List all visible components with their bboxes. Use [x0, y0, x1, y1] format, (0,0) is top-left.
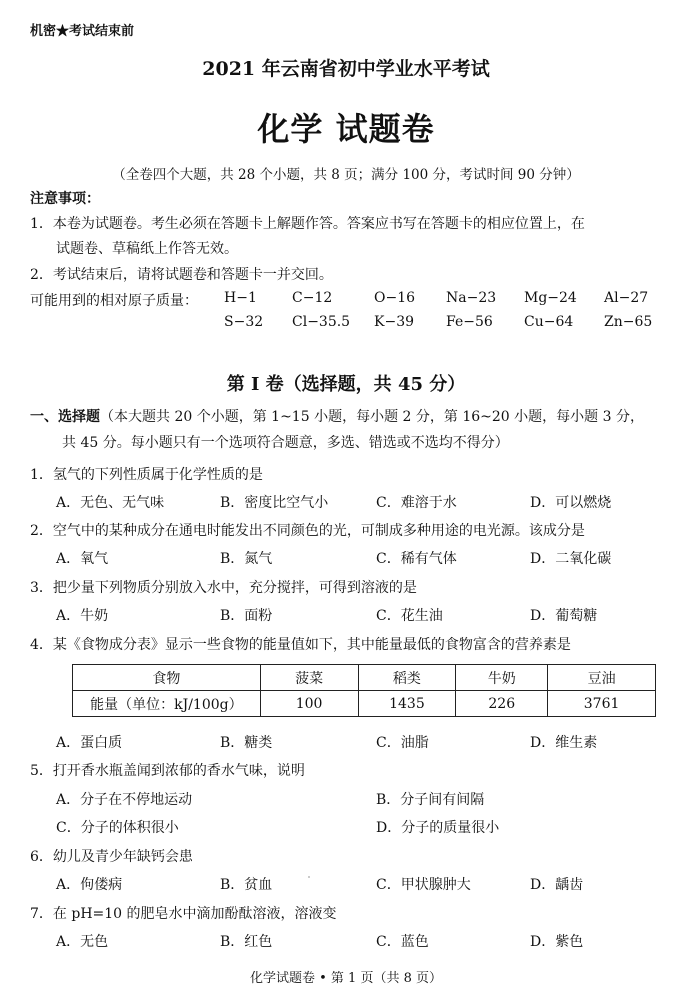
subject-title: 化学 试题卷 [257, 110, 435, 148]
note-1: 1．本卷为试题卷。考生必须在答题卡上解题作答。答案应书写在答题卡的相应位置上，在 [30, 216, 585, 232]
exam-title: 2021 年云南省初中学业水平考试 [202, 58, 490, 80]
option-c: C．油脂 [376, 735, 429, 751]
table-row [73, 691, 656, 717]
atomic-mass: S−32 [224, 314, 264, 330]
option-b: B．密度比空气小 [220, 495, 329, 511]
option-d: D．紫色 [530, 934, 584, 950]
table-cell: 226 [456, 691, 548, 717]
question-stem: 2．空气中的某种成分在通电时能发出不同颜色的光，可制成多种用途的电光源。该成分是 [30, 523, 585, 539]
option-a: A．分子在不停地运动 [56, 792, 193, 808]
paper-info: （全卷四个大题，共 28 个小题，共 8 页；满分 100 分，考试时间 90 分钟） [112, 167, 580, 183]
confidential-mark: 机密★考试结束前 [30, 24, 135, 39]
option-c: C．蓝色 [376, 934, 429, 950]
atomic-mass: K−39 [374, 314, 415, 330]
page-footer: 化学试题卷 • 第 1 页（共 8 页） [249, 971, 442, 986]
part-intro [30, 406, 644, 426]
option-a: A．佝偻病 [56, 877, 123, 893]
option-a: A．牛奶 [56, 608, 109, 624]
option-b: B．贫血 [220, 877, 273, 893]
option-d: D．葡萄糖 [530, 608, 598, 624]
option-b: B．分子间有间隔 [376, 792, 485, 808]
section-title: 第 I 卷（选择题，共 45 分） [226, 374, 466, 395]
atomic-mass: Al−27 [604, 290, 649, 306]
note-2: 2．考试结束后，请将试题卷和答题卡一并交回。 [30, 267, 333, 283]
option-a: A．无色 [56, 934, 109, 950]
table-cell: 能量（单位：kJ/100g） [73, 691, 261, 717]
question-stem: 3．把少量下列物质分别放入水中，充分搅拌，可得到溶液的是 [30, 580, 417, 596]
atomic-mass-label: 可能用到的相对原子质量： [30, 293, 198, 309]
option-b: B．糖类 [220, 735, 273, 751]
question-stem: 4．某《食物成分表》显示一些食物的能量值如下，其中能量最低的食物富含的营养素是 [30, 637, 571, 653]
option-d: D．二氧化碳 [530, 551, 612, 567]
atomic-mass: Zn−65 [604, 314, 653, 330]
option-a: A．无色、无气味 [56, 495, 165, 511]
option-c: C．分子的体积很小 [56, 820, 179, 836]
question-stem: 5．打开香水瓶盖闻到浓郁的香水气味，说明 [30, 763, 305, 779]
scan-speck [308, 876, 310, 878]
atomic-mass: C−12 [292, 290, 333, 306]
option-b: B．氮气 [220, 551, 273, 567]
option-a: A．蛋白质 [56, 735, 123, 751]
notes-title: 注意事项： [30, 191, 100, 207]
question-stem: 7．在 pH=10 的肥皂水中滴加酚酞溶液，溶液变 [30, 906, 337, 922]
atomic-mass: Mg−24 [524, 290, 577, 306]
option-c: C．花生油 [376, 608, 443, 624]
table-header-cell: 稻类 [358, 665, 456, 691]
food-energy-table [72, 664, 656, 717]
table-header-cell: 菠菜 [260, 665, 358, 691]
atomic-mass: Fe−56 [446, 314, 493, 330]
option-b: B．面粉 [220, 608, 273, 624]
table-header-cell: 牛奶 [456, 665, 548, 691]
part-intro-continued: 共 45 分。每小题只有一个选项符合题意，多选、错选或不选均不得分） [62, 435, 509, 451]
table-cell: 100 [260, 691, 358, 717]
note-1-continued: 试题卷、草稿纸上作答无效。 [56, 241, 238, 257]
option-d: D．分子的质量很小 [376, 820, 500, 836]
part-label: 一、选择题 [30, 409, 100, 425]
table-header-cell: 豆油 [548, 665, 656, 691]
option-c: C．难溶于水 [376, 495, 457, 511]
question-stem: 6．幼儿及青少年缺钙会患 [30, 849, 193, 865]
atomic-mass: O−16 [374, 290, 416, 306]
option-b: B．红色 [220, 934, 273, 950]
part-description: （本大题共 20 个小题，第 1~15 小题，每小题 2 分，第 16~20 小题，每小题 3 分， [100, 409, 644, 425]
question-stem: 1．氢气的下列性质属于化学性质的是 [30, 467, 263, 483]
table-header-cell: 食物 [73, 665, 261, 691]
table-cell: 3761 [548, 691, 656, 717]
table-cell: 1435 [358, 691, 456, 717]
table-header-row [73, 665, 656, 691]
option-c: C．稀有气体 [376, 551, 457, 567]
option-a: A．氧气 [56, 551, 109, 567]
atomic-mass: Cu−64 [524, 314, 574, 330]
atomic-mass: Cl−35.5 [292, 314, 351, 330]
option-d: D．维生素 [530, 735, 598, 751]
atomic-mass: H−1 [224, 290, 257, 306]
atomic-mass: Na−23 [446, 290, 497, 306]
option-c: C．甲状腺肿大 [376, 877, 471, 893]
option-d: D．可以燃烧 [530, 495, 612, 511]
option-d: D．龋齿 [530, 877, 584, 893]
